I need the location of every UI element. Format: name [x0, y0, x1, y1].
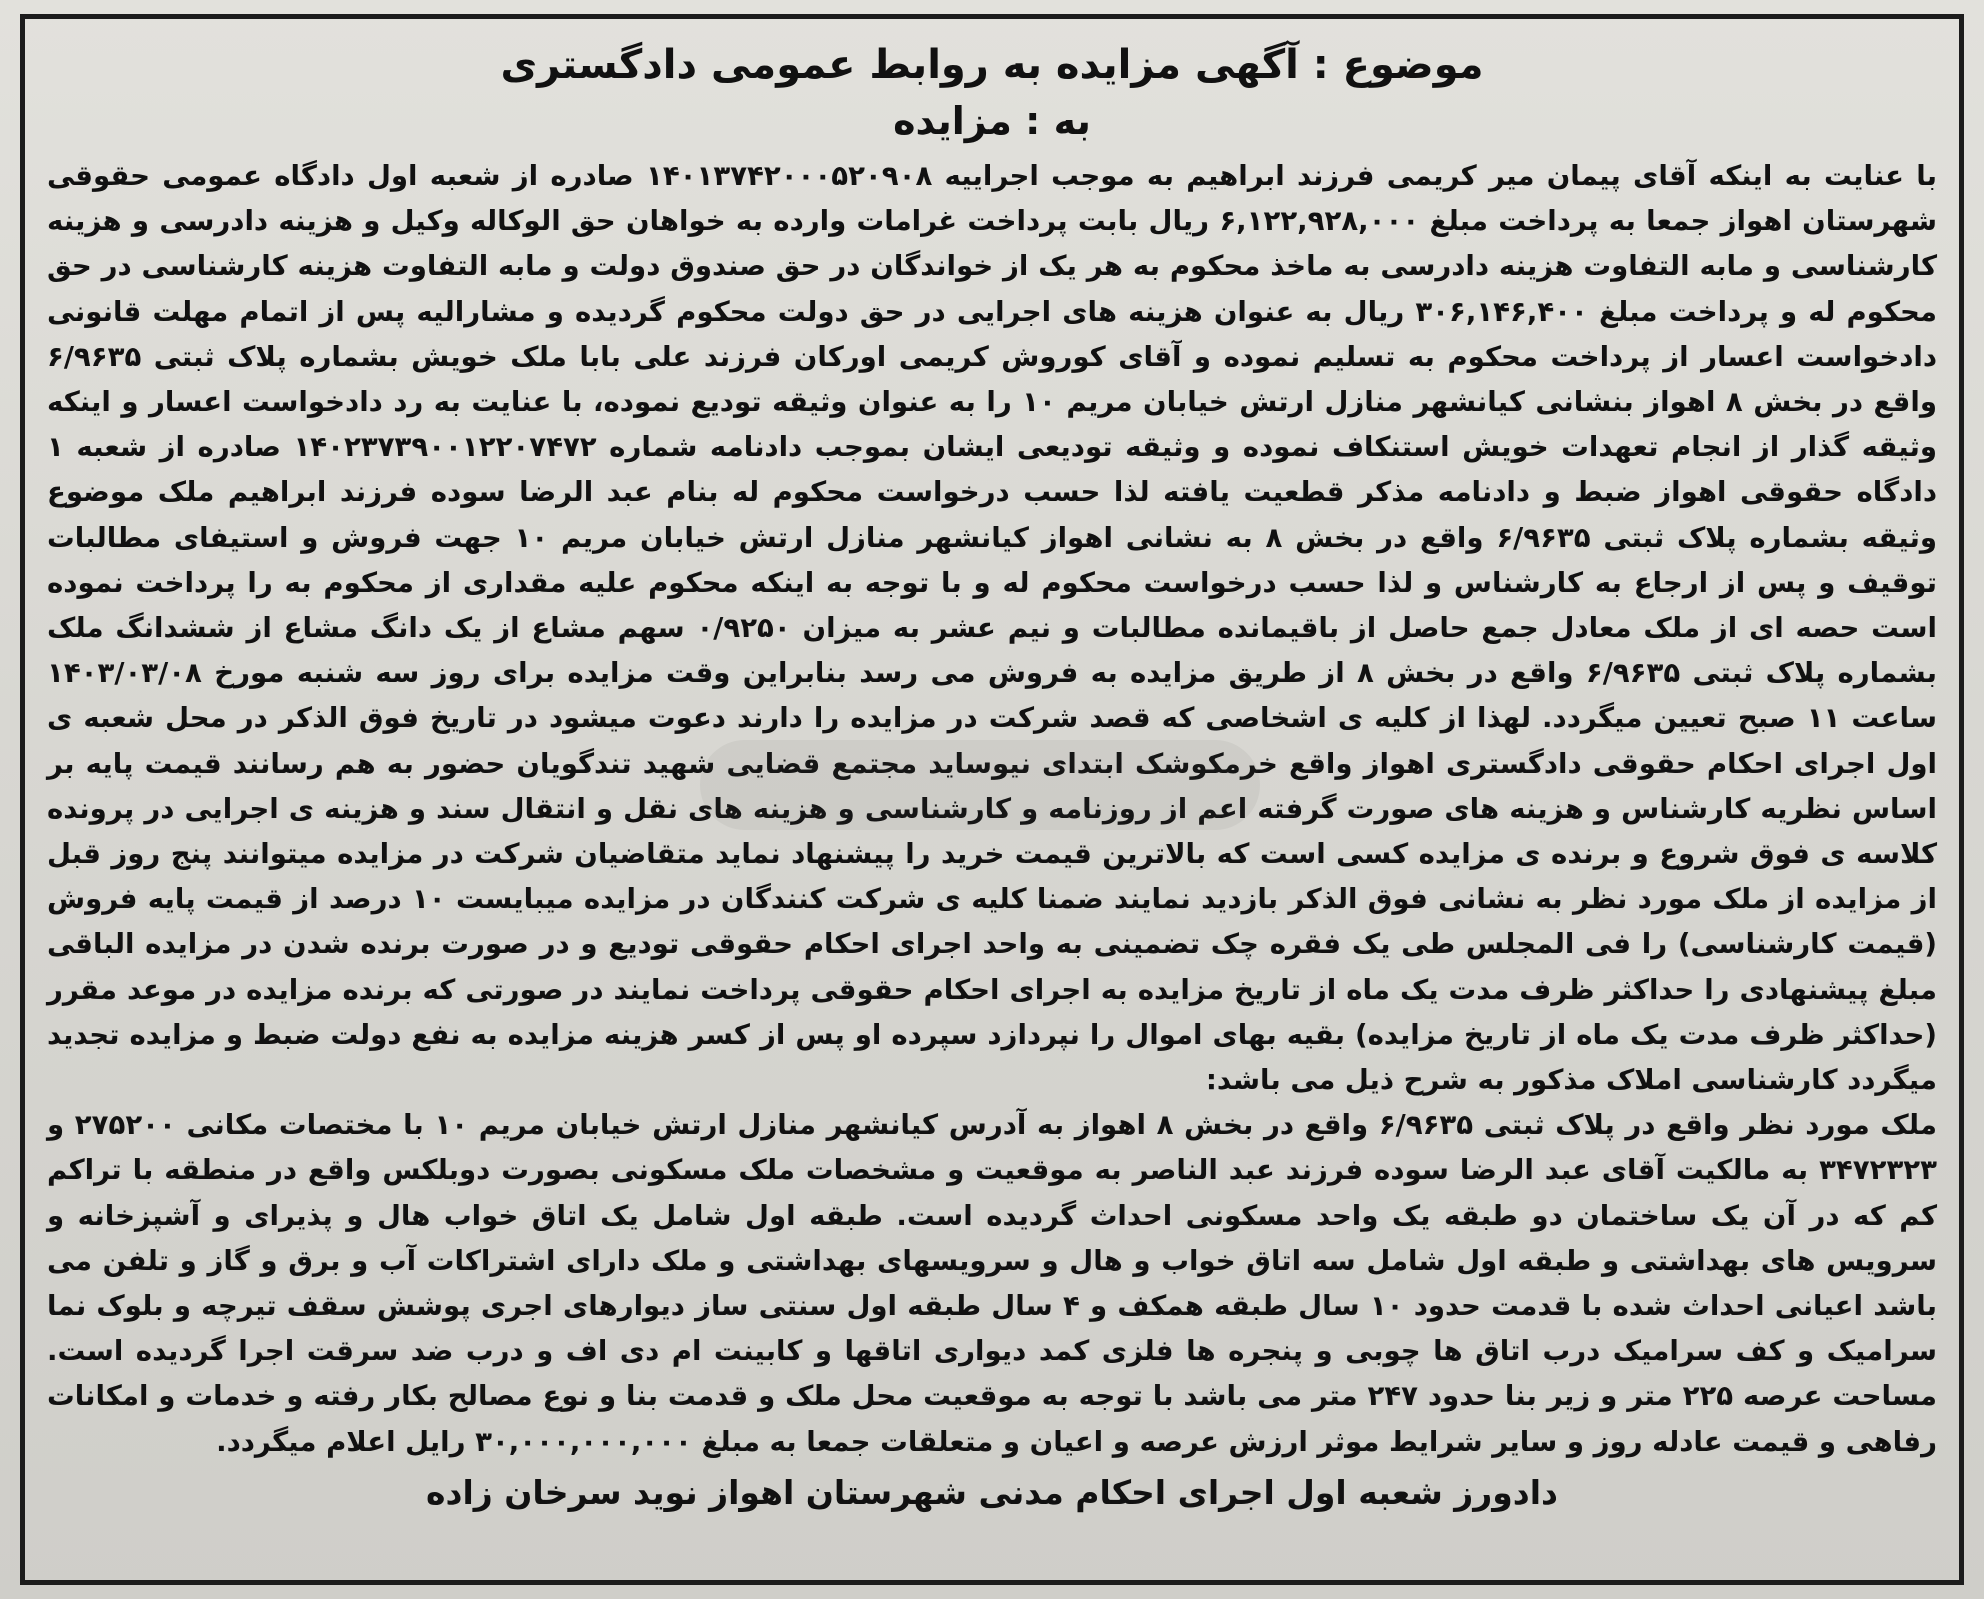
- notice-paragraph-1: با عنایت به اینکه آقای پیمان میر کریمی فرزند ابراهیم به موجب اجراییه ۱۴۰۱۳۷۴۲۰۰۰۵۲۰۹۰۸ صادره از شعبه اول دادگاه عمومی حقوقی شهرستان اهواز جمعا به پرداخت مبلغ ۶,۱۲۲,۹۲۸,۰۰۰ ریال بابت پرداخت غرامات وارده به خواهان حق الوکاله وکیل و هزینه دادرسی و هزینه کارشناسی و مابه التفاوت هزینه دادرسی به ماخذ محکوم به هر یک از خواندگان در حق صندوق دولت و مابه التفاوت هزینه کارشناسی در حق محکوم له و پرداخت مبلغ ۳۰۶,۱۴۶,۴۰۰ ریال به عنوان هزینه های اجرایی در حق دولت محکوم گردیده و مشارالیه پس از اتمام مهلت قانونی دادخواست اعسار از پرداخت محکوم به تسلیم نموده و آقای کوروش کریمی اورکان فرزند علی بابا ملک خویش بشماره پلاک ثبتی ۶/۹۶۳۵ واقع در بخش ۸ اهواز بنشانی کیانشهر منازل ارتش خیابان مریم ۱۰ را به عنوان وثیقه تودیع نموده، با عنایت به رد دادخواست اعسار و اینکه وثیقه گذار از انجام تعهدات خویش استنکاف نموده و وثیقه تودیعی ایشان بموجب دادنامه شماره ۱۴۰۲۳۷۳۹۰۰۱۲۲۰۷۴۷۲ صادره از شعبه ۱ دادگاه حقوقی اهواز ضبط و دادنامه مذکر قطعیت یافته لذا حسب درخواست محکوم له بنام عبد الرضا سوده فرزند ابراهیم ملک موضوع وثیقه بشماره پلاک ثبتی ۶/۹۶۳۵ واقع در بخش ۸ به نشانی اهواز کیانشهر منازل ارتش خیابان مریم ۱۰ جهت فروش و استیفای مطالبات توقیف و پس از ارجاع به کارشناس و لذا حسب درخواست محکوم له و با توجه به اینکه محکوم علیه مقداری از محکوم به را پرداخت نموده است حصه ای از ملک معادل جمع حاصل از باقیمانده مطالبات و نیم عشر به میزان ۰/۹۲۵۰ سهم مشاع از یک دانگ مشاع از ششدانگ ملک بشماره پلاک ثبتی ۶/۹۶۳۵ واقع در بخش ۸ از طریق مزایده به فروش می رسد بنابراین وقت مزایده برای روز سه شنبه مورخ ۱۴۰۳/۰۳/۰۸ ساعت ۱۱ صبح تعیین میگردد. لهذا از کلیه ی اشخاصی که قصد شرکت در مزایده را دارند دعوت میشود در تاریخ فوق الذکر در محل شعبه ی اول اجرای احکام حقوقی دادگستری اهواز واقع خرمکوشک ابتدای نیوساید مجتمع قضایی شهید تندگویان حضور به هم رسانند قیمت پایه بر اساس نظریه کارشناس و هزینه های صورت گرفته اعم از روزنامه و کارشناسی و هزینه های نقل و انتقال سند و هزینه ی اجرایی در پرونده کلاسه ی فوق شروع و برنده ی مزایده کسی است که بالاترین قیمت خرید را پیشنهاد نماید متقاضیان شرکت در مزایده میتوانند پنج روز قبل از مزایده از ملک مورد نظر به نشانی فوق الذکر بازدید نمایند ضمنا کلیه ی شرکت کنندگان در مزایده میبایست ۱۰ درصد از قیمت پایه فروش (قیمت کارشناسی) را فی المجلس طی یک فقره چک تضمینی به واحد اجرای احکام حقوقی تودیع و در صورت برنده شدن در مزایده الباقی مبلغ پیشنهادی را حداکثر ظرف مدت یک ماه از تاریخ مزایده به اجرای احکام حقوقی پرداخت نمایند در صورتی که برنده مزایده در موعد مقرر (حداکثر ظرف مدت یک ماه از تاریخ مزایده) بقیه بهای اموال را نپردازد سپرده او پس از کسر هزینه مزایده به نفع دولت ضبط و مزایده تجدید میگردد کارشناسی املاک مذکور به شرح ذیل می باشد:: [47, 159, 1938, 1097]
- notice-signature: دادورز شعبه اول اجرای احکام مدنی شهرستان اهواز نوید سرخان زاده: [426, 1472, 1558, 1512]
- notice-frame: [20, 14, 1964, 1585]
- notice-body: [47, 153, 1937, 1464]
- notice-subtitle: به : مزایده: [893, 99, 1091, 143]
- notice-paragraph-2: ملک مورد نظر واقع در پلاک ثبتی ۶/۹۶۳۵ واقع در بخش ۸ اهواز به آدرس کیانشهر منازل ارتش خیابان مریم ۱۰ با مختصات مکانی ۲۷۵۲۰۰ و ۳۴۷۲۳۲۳ به مالکیت آقای عبد الرضا سوده فرزند عبد الناصر به موقعیت و مشخصات ملک مسکونی بصورت دوبلکس واقع در منطقه با تراکم کم که در آن یک ساختمان دو طبقه یک واحد مسکونی احداث گردیده است. طبقه اول شامل یک اتاق خواب هال و پذیرای و آشپزخانه و سرویس های بهداشتی و طبقه اول شامل سه اتاق خواب و هال و سرویسهای بهداشتی و ملک دارای اشتراکات آب و برق و گاز و تلفن می باشد اعیانی احداث شده با قدمت حدود ۱۰ سال طبقه همکف و ۴ سال طبقه اول سنتی ساز دیوارهای اجری پوشش سقف تیرچه و بلوک نما سرامیک و کف سرامیک درب اتاق ها چوبی و پنجره ها فلزی کمد دیواری اتاقها و کابینت ام دی اف و درب ضد سرقت اجرا گردیده است. مساحت عرصه ۲۲۵ متر و زیر بنا حدود ۲۴۷ متر می باشد با توجه به موقعیت محل ملک و قدمت بنا و نوع مصالح بکار رفته و خدمات و امکانات رفاهی و قیمت عادله روز و سایر شرایط موثر ارزش عرصه و اعیان و متعلقات جمعا به مبلغ ۳۰,۰۰۰,۰۰۰,۰۰۰ رایل اعلام میگردد.: [47, 1108, 1938, 1458]
- notice-title: موضوع : آگهی مزایده به روابط عمومی دادگستری: [500, 42, 1484, 88]
